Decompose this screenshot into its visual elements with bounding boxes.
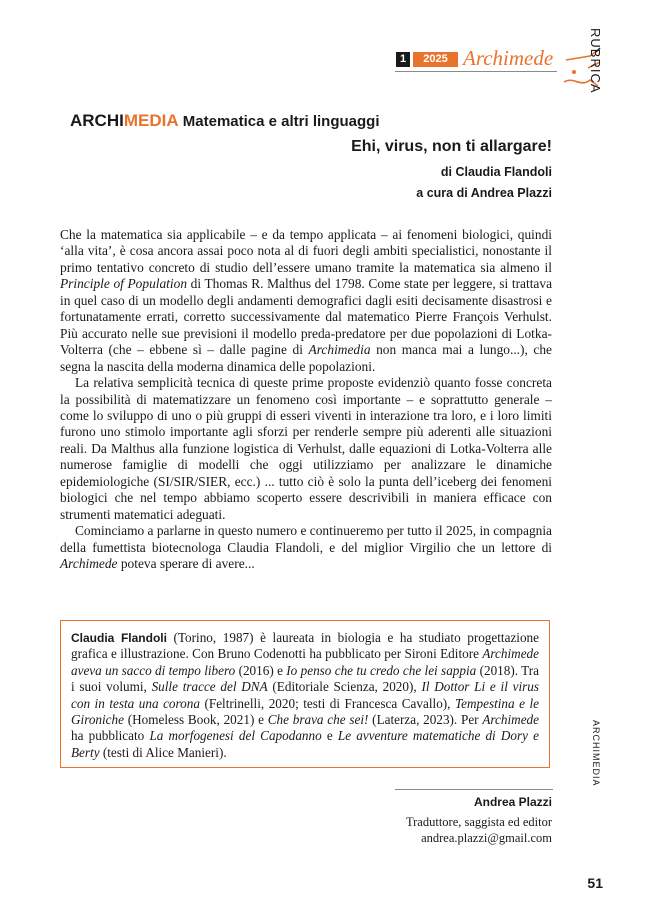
paragraph-1-text: Che la matematica sia applicabile – e da tempo applicata – ai fenomeni biologici, quindi ‘alla vita’, è cosa ancora assai poco nota al di fuori degli ambiti specialistici, nonostante il primo tentativo concreto di studio dell’essere umano tramite la matematica sia almeno il [60,227,552,275]
bio-book-title: Il Dottor Li e il virus con in testa una corona [71,679,539,711]
paragraph-3 [60,523,552,572]
magazine-title: Archimede [463,46,554,70]
bio-book-title: Io penso che tu credo che lei sappia [286,662,477,678]
bio-book-title: La morfogenesi del Capodanno [149,728,322,744]
paragraph-2: La relativa semplicità tecnica di queste prime proposte evidenziò quanto fosse concreta la possibilità di matematizzare un fenomeno così importante – e soprattutto generale – come lo sviluppo di uno o più gruppi di esseri viventi in interazione tra loro, e i loro limiti furono uno stimolo importante agli sforzi per renderle sempre più aderenti alle situazioni reali. Da Malthus alla funzione logistica di Verhulst, dalle equazioni di Lotka-Volterra alle numerose famiglie di modelli che oggi utilizziamo per analizzare le dinamiche epidemiologiche (SI/SIR/SIER, ecc.) ... tutto ciò è solo la punta dell’iceberg dei fenomeni biologici che nel tempo abbiamo scoperto essere descrivibili in maniera efficace con strumenti matematici adeguati. [60,375,552,522]
bio-text: (Feltrinelli, 2020; testi di Francesca Cavallo), [199,695,455,711]
paragraph-1 [60,227,552,375]
column-heading-rest: Matematica e altri linguaggi [178,113,380,130]
column-heading [70,111,551,132]
bio-book-title: Tempestina e le Gironiche [71,695,540,728]
article-body [60,227,552,573]
bio-text: (Torino, 1987) è laureata in biologia e ha studiato progettazione grafica e illustrazione. Con Bruno Codenotti ha pubblicato per Sironi Editore [71,630,539,662]
section-label: RUBRICA [588,28,603,94]
bio-book-title: Sulle tracce del DNA [151,679,268,695]
bio-book-title: Che brava che sei! [267,712,369,728]
signature-rule [395,789,553,790]
signature-email[interactable]: andrea.plazzi@gmail.com [421,831,552,845]
signature-role: Traduttore, saggista ed editor [405,815,552,829]
bio-text: (testi di Alice Manieri). [99,744,227,760]
bio-magazine-name: Archimede [482,712,539,728]
bio-text: (2016) e [235,662,287,678]
bio-text: e [321,728,338,744]
paragraph-3-text: Cominciamo a parlarne in questo numero e continueremo per tutto il 2025, in compagnia della fumettista biotecnologa Claudia Flandoli, e del miglior Virgilio che un lettore di [60,523,552,555]
brand-media: MEDIA [123,111,179,130]
article-curator: a cura di Andrea Plazzi [416,186,552,200]
bio-name: Claudia Flandoli [71,631,167,645]
signature-name: Andrea Plazzi [473,795,552,809]
column-label: ARCHIMEDIA [591,720,601,787]
page-number: 51 [587,875,603,891]
issue-number-badge: 1 [396,52,410,67]
author-bio-box [60,620,550,768]
paragraph-1-text: non manca mai a lungo...), che segna la nascita della moderna dinamica delle popolazioni. [60,342,552,374]
issue-year-badge: 2025 [413,52,458,67]
article-title: Ehi, virus, non ti allargare! [351,138,552,155]
article-author: di Claudia Flandoli [440,165,552,179]
bio-text: (Editoriale Scienza, 2020), [267,679,422,695]
book-title-principle: Principle of Population [60,276,188,292]
bio-book-title: Le avventure matematiche di Dory e Berty [71,728,539,760]
bio-text: (Homeless Book, 2021) e [123,712,268,728]
paragraph-1-text: di Thomas R. Malthus del 1798. Come state per leggere, si trattava in quel caso di un modello degli andamenti demografici dagli esiti decisamente disastrosi e fortunatamente errati, corretto successivamente dal matematico Pierre François Verhulst. Più accurato nelle sue previsioni il modello preda-predatore per due popolazioni di Lotka-Volterra (che – ebbene sì – dalle pagine di [60,276,553,358]
header-rule [395,71,557,72]
bio-text: (Laterza, 2023). Per [368,712,483,728]
magazine-name-italic: Archimede [60,556,118,572]
paragraph-3-text: poteva sperare di avere... [117,556,255,572]
brand-archi: ARCHI [70,111,124,130]
bio-text: (2018). Tra i suoi volumi, [71,662,539,695]
bio-book-title: Archimede aveva un sacco di tempo libero [71,646,539,678]
column-name-italic: Archimedia [308,342,371,358]
bio-text: ha pubblicato [71,728,150,744]
